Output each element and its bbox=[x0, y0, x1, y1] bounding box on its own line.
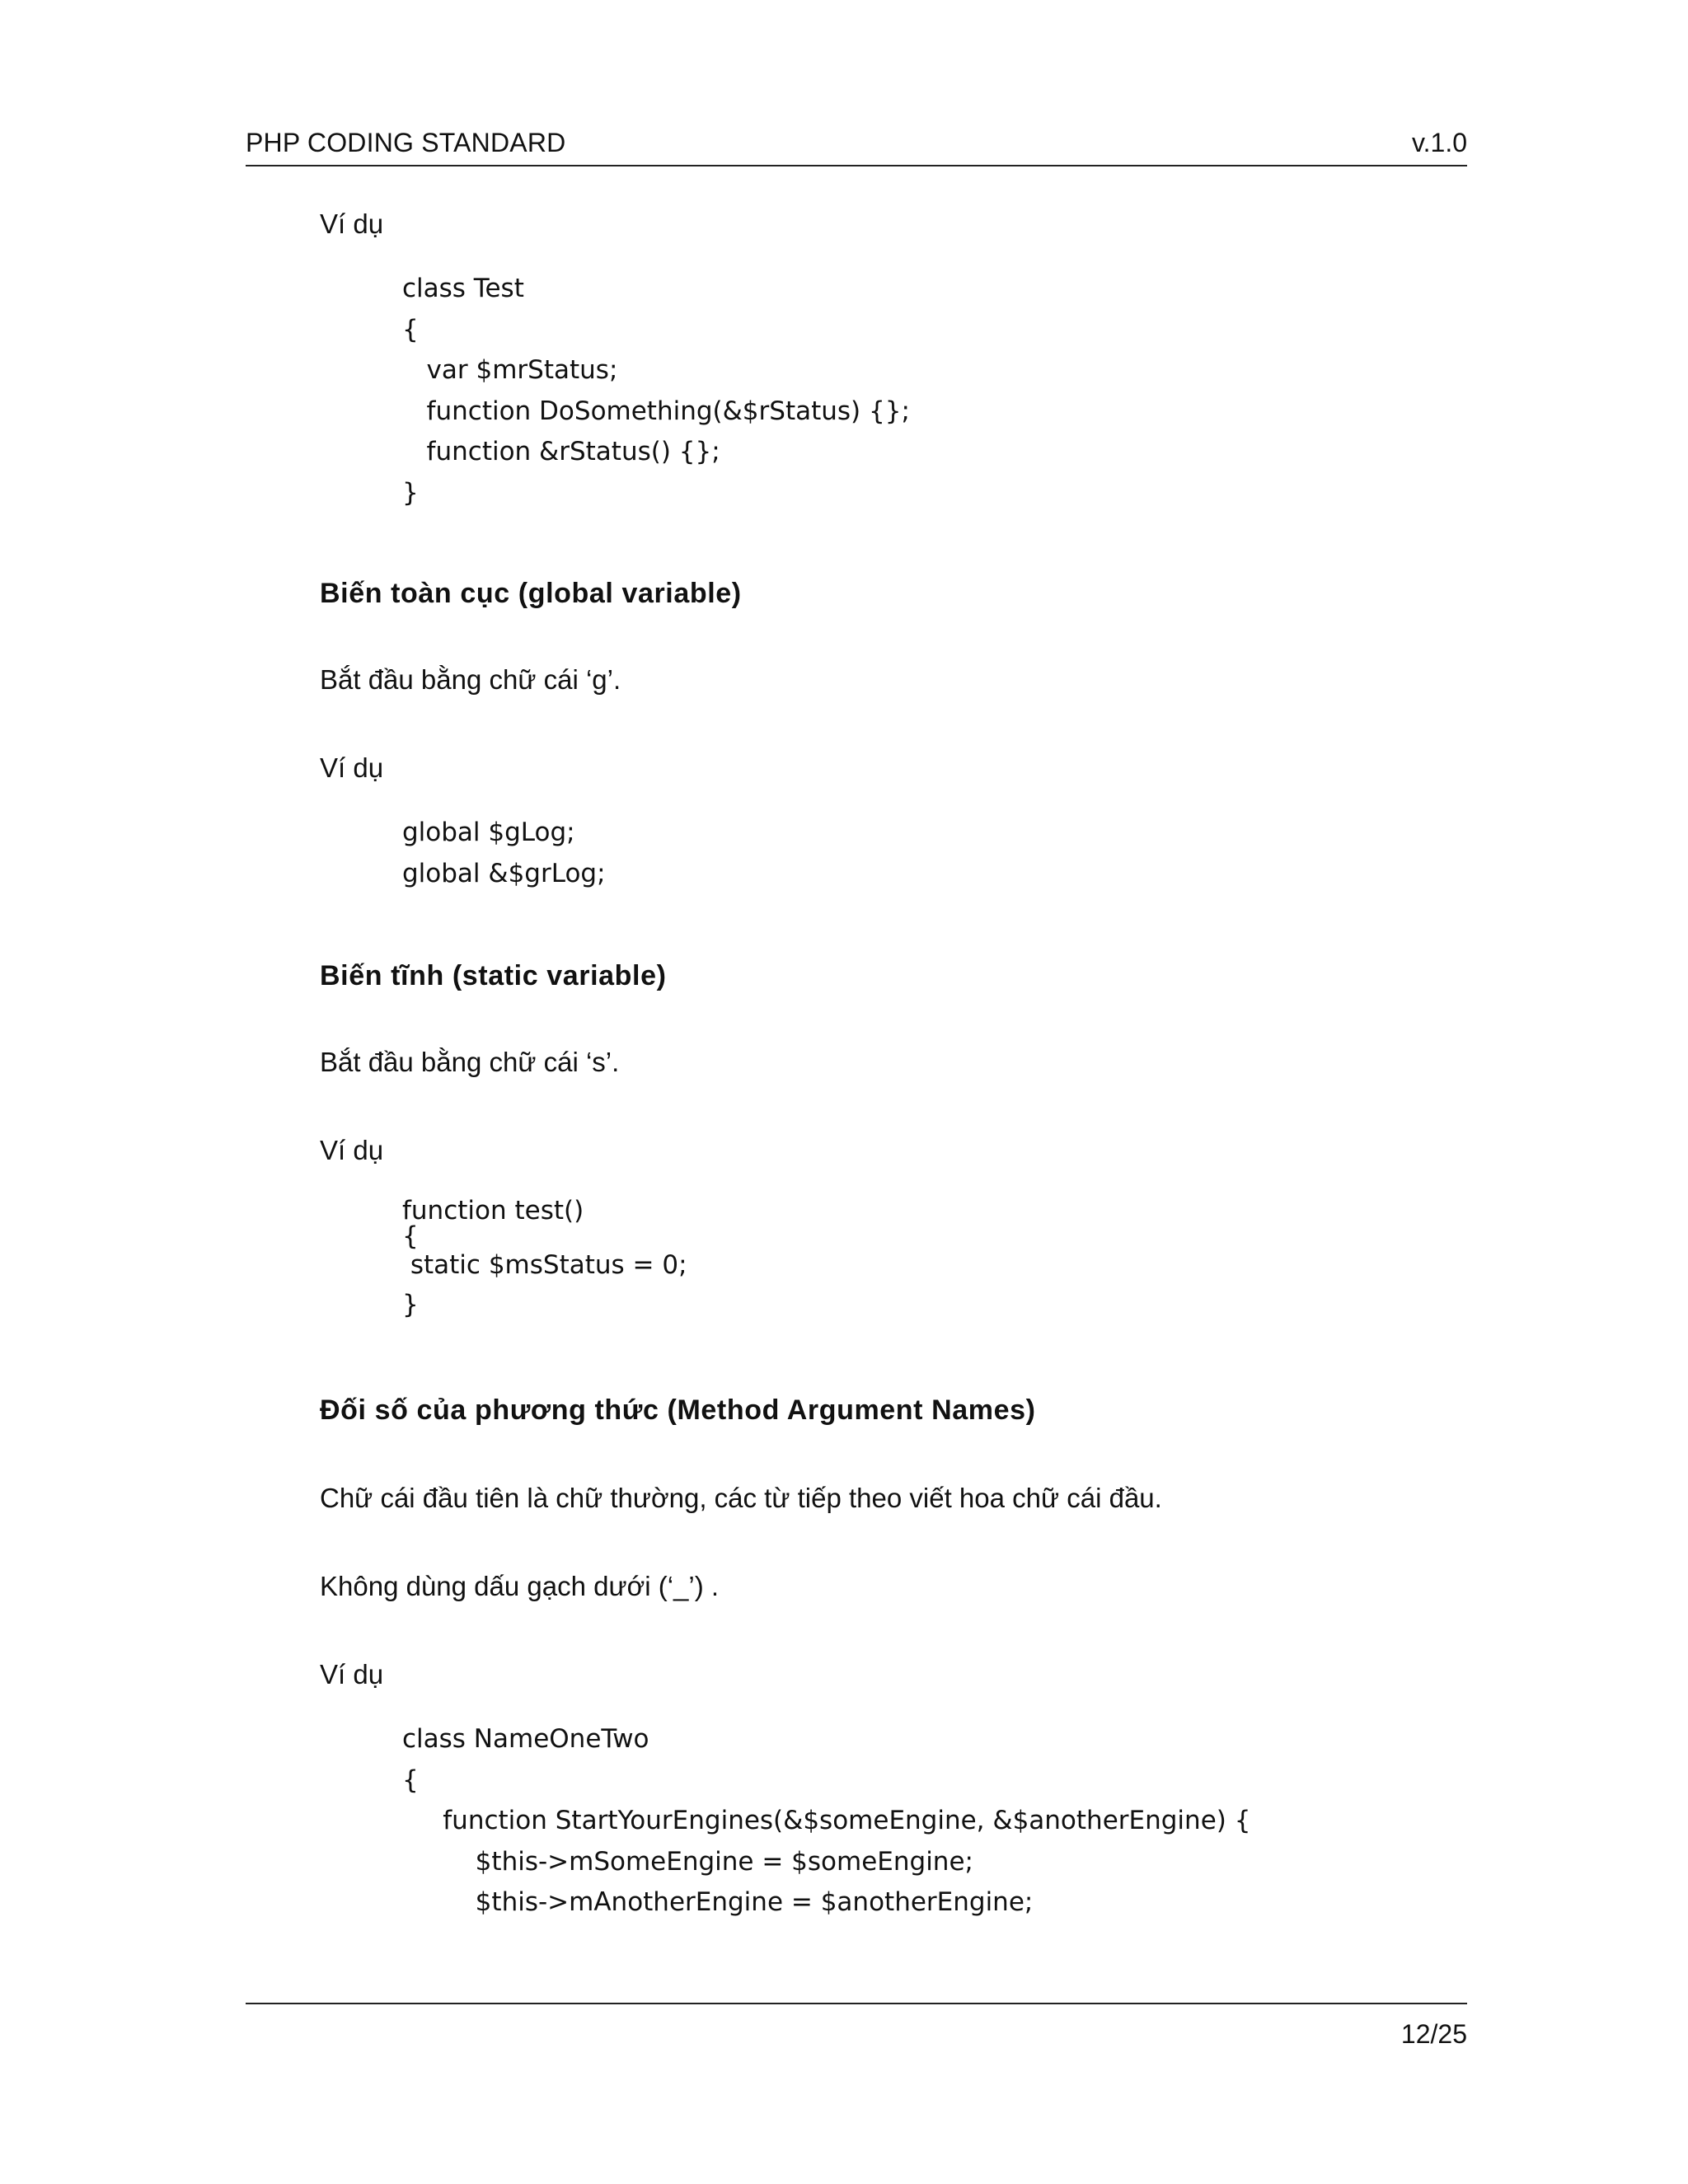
code-line: } bbox=[402, 1290, 419, 1319]
code-line: function StartYourEngines(&$someEngine, &$anotherEngine) { bbox=[402, 1806, 1251, 1835]
code-line: global $gLog; bbox=[402, 818, 575, 847]
example-label: Ví dụ bbox=[320, 1135, 384, 1165]
section-heading-global-variable: Biến toàn cục (global variable) bbox=[320, 578, 742, 609]
code-line: global &$grLog; bbox=[402, 858, 606, 888]
section-description: Bắt đầu bằng chữ cái ‘s’. bbox=[320, 1047, 620, 1077]
code-line: } bbox=[402, 477, 419, 508]
code-line: var $mrStatus; bbox=[402, 355, 618, 385]
code-line: { bbox=[402, 1765, 419, 1795]
example-label: Ví dụ bbox=[320, 209, 384, 239]
page-content bbox=[320, 206, 1474, 1924]
document-title: PHP CODING STANDARD bbox=[246, 128, 566, 157]
code-line: $this->mAnotherEngine = $anotherEngine; bbox=[402, 1887, 1034, 1917]
section-heading-static-variable: Biến tĩnh (static variable) bbox=[320, 960, 667, 991]
code-line: function &rStatus() {}; bbox=[402, 437, 720, 466]
section-heading-method-arguments: Đối số của phương thức (Method Argument Names) bbox=[320, 1394, 1036, 1426]
document-version: v.1.0 bbox=[1412, 128, 1467, 157]
code-line: { bbox=[402, 314, 419, 344]
section-description: Bắt đầu bằng chữ cái ‘g’. bbox=[320, 664, 621, 695]
example-label: Ví dụ bbox=[320, 752, 384, 783]
code-block-name-one-two bbox=[402, 1719, 1474, 1924]
code-line: static $msStatus = 0; bbox=[402, 1250, 687, 1280]
code-line: $this->mSomeEngine = $someEngine; bbox=[402, 1846, 973, 1877]
code-block-class-test bbox=[402, 269, 1474, 513]
page-number: 12/25 bbox=[1400, 2019, 1467, 2049]
code-line: function test() bbox=[402, 1196, 584, 1226]
section-description-underscore: Không dùng dấu gạch dưới (‘_’) . bbox=[320, 1571, 720, 1601]
example-label: Ví dụ bbox=[320, 1659, 384, 1690]
code-line: class NameOneTwo bbox=[402, 1724, 649, 1754]
code-line: class Test bbox=[402, 274, 524, 303]
code-block-static bbox=[402, 1195, 1474, 1325]
code-block-global bbox=[402, 813, 1474, 894]
code-line: { bbox=[402, 1221, 419, 1251]
page-header bbox=[246, 129, 1467, 166]
footer-divider bbox=[246, 2003, 1467, 2004]
code-line: function DoSomething(&$rStatus) {}; bbox=[402, 396, 910, 426]
section-description: Chữ cái đầu tiên là chữ thường, các từ tiếp theo viết hoa chữ cái đầu. bbox=[320, 1483, 1162, 1513]
